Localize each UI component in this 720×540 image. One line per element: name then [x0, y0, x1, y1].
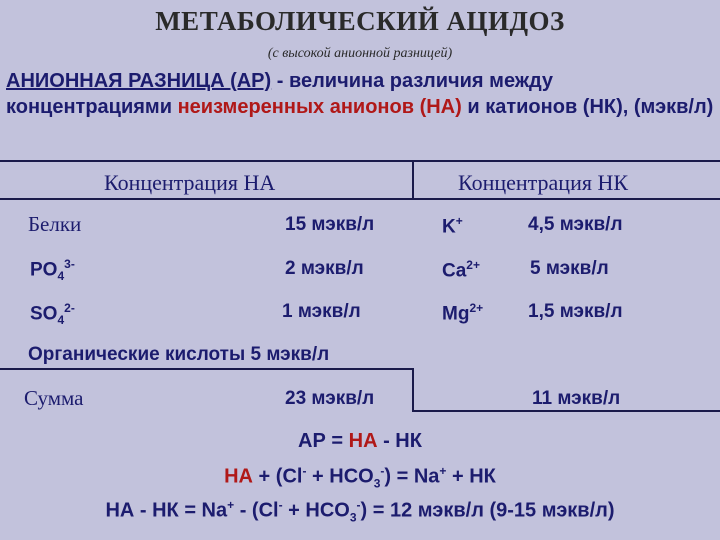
anion-name: $SO_4^{2-}$ [30, 301, 75, 328]
header-cations: Концентрация НК [458, 170, 629, 195]
sum-anion: 23 мэкв/л [285, 388, 375, 409]
table-bottom-border [412, 410, 720, 412]
definition-part2: и катионов (НК), (мэкв/л) [461, 96, 714, 118]
definition-part1: - величина различия между концентрациями [6, 70, 554, 118]
table-sum-border [0, 368, 414, 370]
cation-value: 4,5 мэкв/л [528, 214, 623, 235]
header-anions: Концентрация НА [104, 170, 276, 195]
definition-term: АНИОННАЯ РАЗНИЦА (АР) [6, 70, 272, 92]
definition-highlight: неизмеренных анионов (НА) [177, 96, 462, 118]
cation-name: K+ [442, 214, 463, 238]
cation-name: $Ca^{2+}$ [442, 258, 480, 282]
sum-label: Сумма [24, 386, 84, 410]
anion-value: 1 мэкв/л [282, 301, 361, 322]
cation-value: 1,5 мэкв/л [528, 301, 623, 322]
anion-name: $PO_4^{3-}$ [30, 257, 75, 284]
sum-cation: 11 мэкв/л [532, 388, 621, 409]
cation-value: 5 мэкв/л [530, 258, 609, 279]
formula-balance: НА + $(Cl^- + HCO_3^-) = Na^+$ + НК [224, 464, 496, 491]
organic-acids: Органические кислоты 5 мэкв/л [28, 344, 330, 365]
anion-value: 15 мэкв/л [285, 214, 375, 235]
page-title: МЕТАБОЛИЧЕСКИЙ АЦИДОЗ [155, 6, 565, 36]
cation-name: $Mg^{2+}$ [442, 301, 484, 325]
table-divider-upper [412, 160, 414, 200]
table-header-border [0, 198, 720, 200]
table-divider-lower [412, 368, 414, 412]
formula-result: НА - НК = $Na^+ - (Cl^- + HCO_3^-) = 12$ мэкв/л (9-15 мэкв/л) [105, 498, 615, 525]
page-subtitle: (с высокой анионной разницей) [267, 46, 453, 61]
definition-text [6, 68, 718, 120]
anion-name: Белки [28, 212, 82, 236]
table-top-border [0, 160, 720, 162]
formula-ar: АР = НА - НК [298, 430, 422, 452]
anion-value: 2 мэкв/л [285, 258, 364, 279]
